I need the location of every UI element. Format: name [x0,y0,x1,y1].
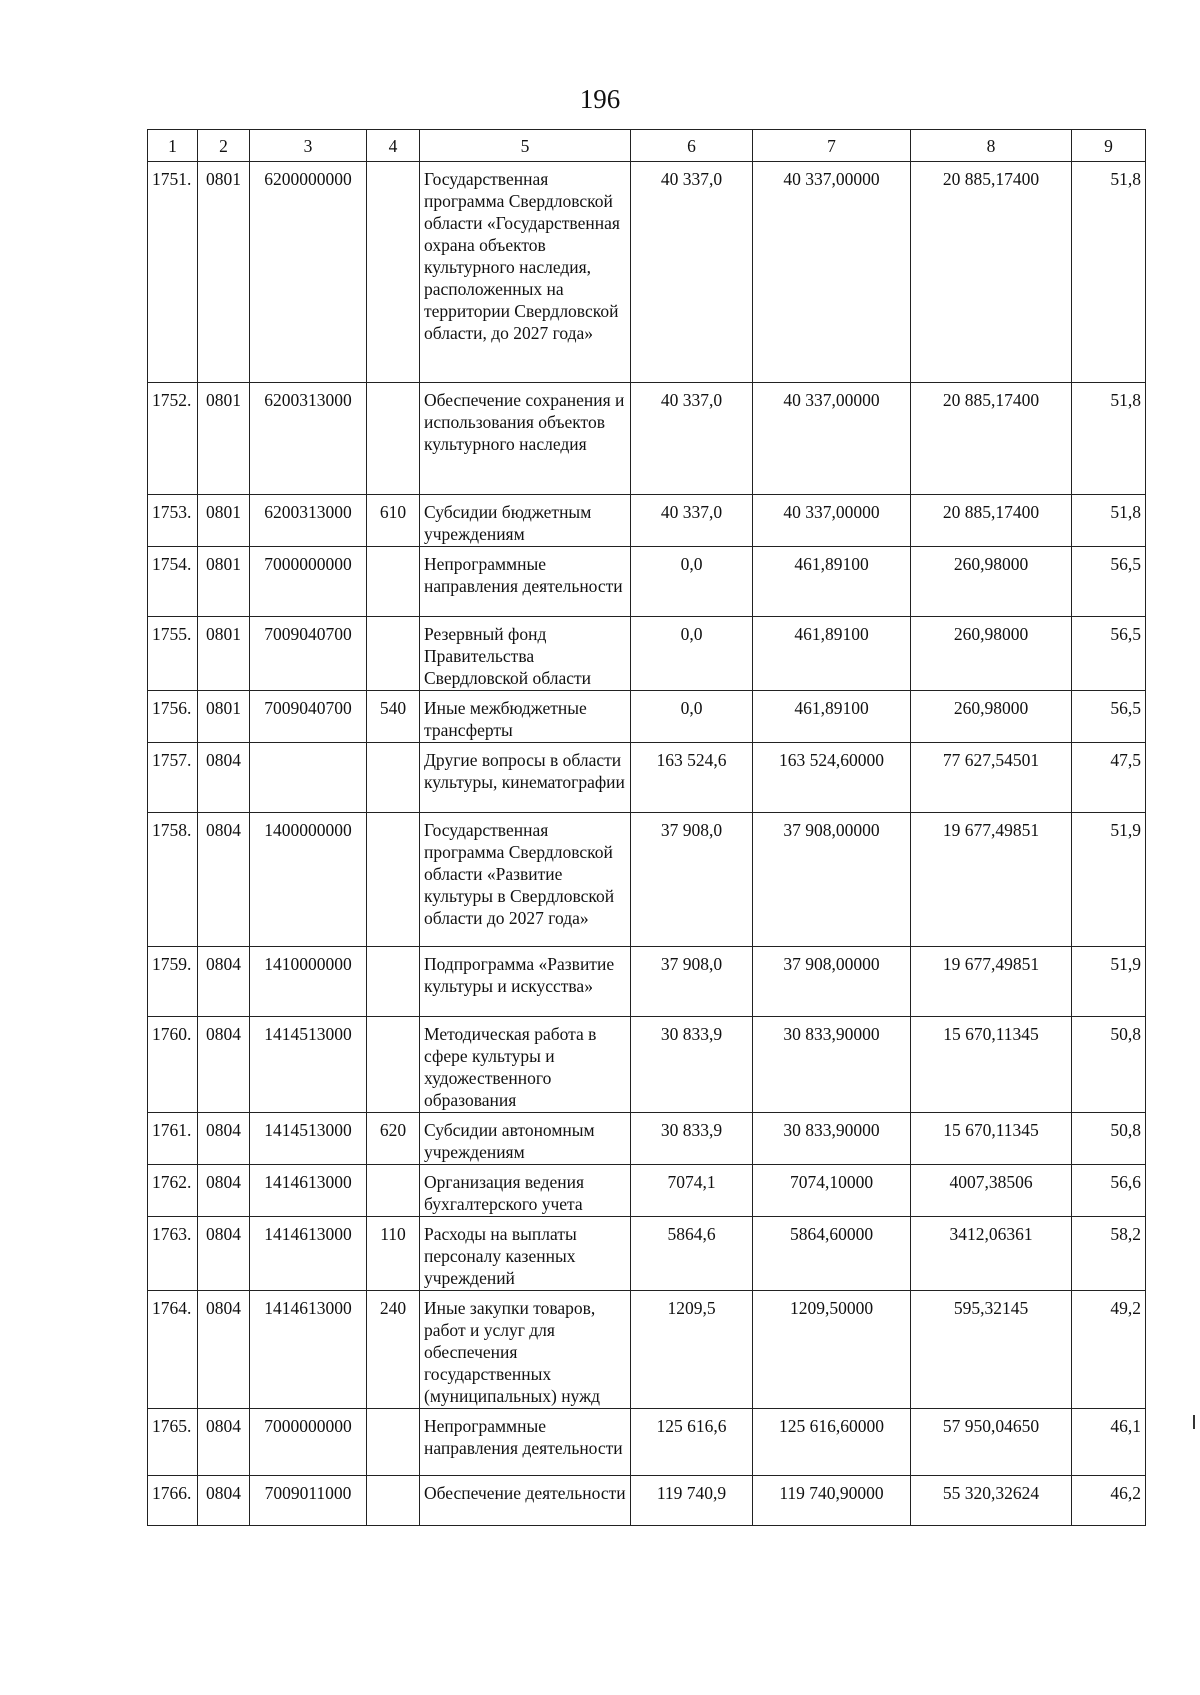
budget-list-amount: 461,89100 [753,617,911,691]
table-row [148,1291,1146,1409]
approved-amount: 7074,1 [631,1165,753,1217]
approved-amount: 1209,5 [631,1291,753,1409]
table-row [148,617,1146,691]
header-row [148,130,1146,162]
row-number: 1752. [148,383,198,495]
expense-type [367,383,420,495]
row-number: 1754. [148,547,198,617]
table-row [148,1476,1146,1526]
expense-type [367,813,420,947]
item-name: Другие вопросы в области культуры, кинематографии [420,743,631,813]
executed-amount: 15 670,11345 [911,1017,1072,1113]
execution-percent: 56,5 [1072,547,1146,617]
margin-mark [1193,1415,1195,1429]
column-header-8: 8 [911,130,1072,162]
approved-amount: 0,0 [631,691,753,743]
executed-amount: 20 885,17400 [911,162,1072,383]
column-header-7: 7 [753,130,911,162]
item-name: Подпрограмма «Развитие культуры и искусства» [420,947,631,1017]
expense-type [367,1476,420,1526]
execution-percent: 50,8 [1072,1017,1146,1113]
table-row [148,1017,1146,1113]
executed-amount: 77 627,54501 [911,743,1072,813]
execution-percent: 50,8 [1072,1113,1146,1165]
section-code: 0801 [198,495,250,547]
execution-percent: 51,9 [1072,947,1146,1017]
executed-amount: 260,98000 [911,547,1072,617]
row-number: 1760. [148,1017,198,1113]
target-article: 1410000000 [250,947,367,1017]
row-number: 1758. [148,813,198,947]
row-number: 1756. [148,691,198,743]
section-code: 0804 [198,947,250,1017]
expense-type [367,162,420,383]
target-article: 7000000000 [250,547,367,617]
target-article: 7009040700 [250,617,367,691]
executed-amount: 3412,06361 [911,1217,1072,1291]
row-number: 1759. [148,947,198,1017]
expense-type [367,547,420,617]
row-number: 1757. [148,743,198,813]
row-number: 1766. [148,1476,198,1526]
budget-list-amount: 37 908,00000 [753,813,911,947]
item-name: Резервный фонд Правительства Свердловской области [420,617,631,691]
expense-type [367,1165,420,1217]
row-number: 1763. [148,1217,198,1291]
item-name: Субсидии автономным учреждениям [420,1113,631,1165]
target-article [250,743,367,813]
budget-list-amount: 40 337,00000 [753,383,911,495]
executed-amount: 20 885,17400 [911,495,1072,547]
approved-amount: 40 337,0 [631,495,753,547]
column-header-3: 3 [250,130,367,162]
section-code: 0804 [198,743,250,813]
execution-percent: 46,1 [1072,1409,1146,1476]
target-article: 1400000000 [250,813,367,947]
approved-amount: 163 524,6 [631,743,753,813]
row-number: 1753. [148,495,198,547]
item-name: Методическая работа в сфере культуры и художественного образования [420,1017,631,1113]
approved-amount: 30 833,9 [631,1113,753,1165]
approved-amount: 119 740,9 [631,1476,753,1526]
table-body [148,162,1146,1526]
execution-percent: 51,8 [1072,495,1146,547]
approved-amount: 40 337,0 [631,383,753,495]
expense-type: 620 [367,1113,420,1165]
section-code: 0804 [198,1476,250,1526]
item-name: Государственная программа Свердловской области «Развитие культуры в Свердловской области до 2027 года» [420,813,631,947]
row-number: 1765. [148,1409,198,1476]
table-row [148,947,1146,1017]
section-code: 0801 [198,162,250,383]
target-article: 1414513000 [250,1113,367,1165]
budget-list-amount: 1209,50000 [753,1291,911,1409]
budget-list-amount: 40 337,00000 [753,162,911,383]
approved-amount: 5864,6 [631,1217,753,1291]
column-header-4: 4 [367,130,420,162]
section-code: 0804 [198,1291,250,1409]
budget-table [147,129,1146,1526]
execution-percent: 56,5 [1072,617,1146,691]
item-name: Организация ведения бухгалтерского учета [420,1165,631,1217]
section-code: 0804 [198,1165,250,1217]
approved-amount: 0,0 [631,547,753,617]
table-row [148,1409,1146,1476]
executed-amount: 4007,38506 [911,1165,1072,1217]
target-article: 1414613000 [250,1217,367,1291]
execution-percent: 51,8 [1072,383,1146,495]
item-name: Расходы на выплаты персоналу казенных учреждений [420,1217,631,1291]
target-article: 6200000000 [250,162,367,383]
row-number: 1762. [148,1165,198,1217]
execution-percent: 56,6 [1072,1165,1146,1217]
execution-percent: 56,5 [1072,691,1146,743]
item-name: Государственная программа Свердловской области «Государственная охрана объектов культурного наследия, расположенных на территории Свердловской области, до 2027 года» [420,162,631,383]
section-code: 0801 [198,691,250,743]
executed-amount: 260,98000 [911,691,1072,743]
page-number: 196 [579,84,621,114]
section-code: 0801 [198,547,250,617]
budget-list-amount: 125 616,60000 [753,1409,911,1476]
execution-percent: 47,5 [1072,743,1146,813]
approved-amount: 125 616,6 [631,1409,753,1476]
target-article: 6200313000 [250,495,367,547]
expense-type [367,947,420,1017]
column-header-9: 9 [1072,130,1146,162]
column-header-5: 5 [420,130,631,162]
target-article: 7000000000 [250,1409,367,1476]
section-code: 0801 [198,383,250,495]
executed-amount: 260,98000 [911,617,1072,691]
expense-type: 240 [367,1291,420,1409]
executed-amount: 20 885,17400 [911,383,1072,495]
approved-amount: 40 337,0 [631,162,753,383]
table-row [148,743,1146,813]
section-code: 0804 [198,1113,250,1165]
target-article: 1414613000 [250,1165,367,1217]
row-number: 1755. [148,617,198,691]
table-row [148,1113,1146,1165]
execution-percent: 49,2 [1072,1291,1146,1409]
budget-list-amount: 7074,10000 [753,1165,911,1217]
item-name: Иные межбюджетные трансферты [420,691,631,743]
item-name: Обеспечение деятельности [420,1476,631,1526]
executed-amount: 15 670,11345 [911,1113,1072,1165]
expense-type: 540 [367,691,420,743]
approved-amount: 0,0 [631,617,753,691]
budget-list-amount: 30 833,90000 [753,1113,911,1165]
column-header-1: 1 [148,130,198,162]
column-header-2: 2 [198,130,250,162]
table-header [148,130,1146,162]
table-row [148,1217,1146,1291]
section-code: 0804 [198,1409,250,1476]
budget-list-amount: 40 337,00000 [753,495,911,547]
expense-type: 610 [367,495,420,547]
item-name: Субсидии бюджетным учреждениям [420,495,631,547]
approved-amount: 37 908,0 [631,947,753,1017]
section-code: 0801 [198,617,250,691]
section-code: 0804 [198,1217,250,1291]
table-row [148,813,1146,947]
item-name: Непрограммные направления деятельности [420,1409,631,1476]
expense-type [367,617,420,691]
section-code: 0804 [198,1017,250,1113]
execution-percent: 58,2 [1072,1217,1146,1291]
row-number: 1764. [148,1291,198,1409]
execution-percent: 51,8 [1072,162,1146,383]
table-row [148,1165,1146,1217]
item-name: Обеспечение сохранения и использования объектов культурного наследия [420,383,631,495]
item-name: Иные закупки товаров, работ и услуг для обеспечения государственных (муниципальных) нужд [420,1291,631,1409]
budget-list-amount: 461,89100 [753,691,911,743]
column-header-6: 6 [631,130,753,162]
target-article: 1414513000 [250,1017,367,1113]
approved-amount: 30 833,9 [631,1017,753,1113]
executed-amount: 57 950,04650 [911,1409,1072,1476]
target-article: 1414613000 [250,1291,367,1409]
target-article: 6200313000 [250,383,367,495]
executed-amount: 19 677,49851 [911,813,1072,947]
executed-amount: 595,32145 [911,1291,1072,1409]
budget-list-amount: 30 833,90000 [753,1017,911,1113]
execution-percent: 51,9 [1072,813,1146,947]
executed-amount: 19 677,49851 [911,947,1072,1017]
table-row [148,691,1146,743]
execution-percent: 46,2 [1072,1476,1146,1526]
row-number: 1761. [148,1113,198,1165]
target-article: 7009011000 [250,1476,367,1526]
table-row [148,495,1146,547]
section-code: 0804 [198,813,250,947]
table-row [148,383,1146,495]
budget-list-amount: 37 908,00000 [753,947,911,1017]
approved-amount: 37 908,0 [631,813,753,947]
item-name: Непрограммные направления деятельности [420,547,631,617]
expense-type [367,743,420,813]
expense-type [367,1017,420,1113]
target-article: 7009040700 [250,691,367,743]
row-number: 1751. [148,162,198,383]
expense-type: 110 [367,1217,420,1291]
budget-list-amount: 461,89100 [753,547,911,617]
budget-list-amount: 119 740,90000 [753,1476,911,1526]
budget-list-amount: 163 524,60000 [753,743,911,813]
table-row [148,162,1146,383]
table-row [148,547,1146,617]
executed-amount: 55 320,32624 [911,1476,1072,1526]
expense-type [367,1409,420,1476]
budget-list-amount: 5864,60000 [753,1217,911,1291]
